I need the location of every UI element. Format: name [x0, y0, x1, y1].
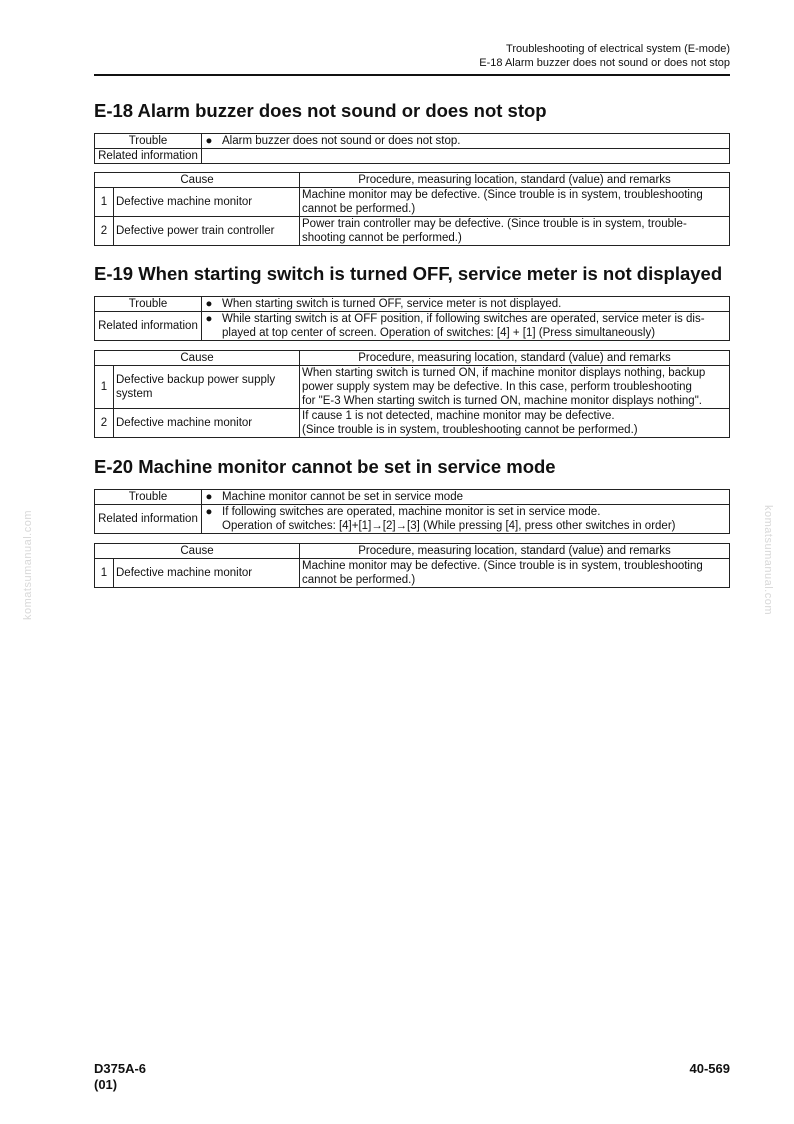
- section-title-e20: E-20 Machine monitor cannot be set in service mode: [94, 456, 556, 477]
- cause-table-e20: [94, 543, 730, 588]
- watermark-right: komatsumanual.com: [762, 505, 774, 615]
- remarks-text: [300, 559, 730, 588]
- bullet-icon: ●: [202, 505, 217, 534]
- cause-number: 2: [95, 409, 114, 438]
- info-table-e20: [94, 489, 730, 534]
- table-row: [95, 409, 730, 438]
- table-row: [95, 366, 730, 409]
- remarks-line: cannot be performed.): [302, 203, 416, 215]
- remarks-line: for "E-3 When starting switch is turned ON, machine monitor displays nothing".: [302, 395, 702, 407]
- related-info-label: Related information: [95, 505, 202, 534]
- bullet-icon: ●: [202, 297, 217, 312]
- related-info-line: While starting switch is at OFF position, if following switches are operated, service meter is dis-: [222, 313, 705, 325]
- related-info-bullet: [202, 149, 217, 164]
- cause-table-e18: [94, 172, 730, 246]
- footer-model: [94, 1061, 146, 1093]
- cause-text: Defective power train controller: [114, 217, 300, 246]
- remarks-text: [300, 366, 730, 409]
- bullet-icon: ●: [202, 312, 217, 341]
- remarks-line: Machine monitor may be defective. (Since trouble is in system, troubleshooting: [302, 189, 703, 201]
- cause-number: 1: [95, 188, 114, 217]
- related-info-text: [216, 149, 730, 164]
- header-rule: [94, 74, 730, 76]
- trouble-text: When starting switch is turned OFF, service meter is not displayed.: [216, 297, 730, 312]
- cause-text: Defective machine monitor: [114, 409, 300, 438]
- cause-number: 1: [95, 366, 114, 409]
- table-row: [95, 217, 730, 246]
- remarks-line: When starting switch is turned ON, if machine monitor displays nothing, backup: [302, 367, 706, 379]
- related-info-text: [216, 505, 730, 534]
- remarks-text: [300, 217, 730, 246]
- table-row: [95, 188, 730, 217]
- revision-number: (01): [94, 1077, 118, 1092]
- remarks-line: shooting cannot be performed.): [302, 232, 462, 244]
- info-table-e19: [94, 296, 730, 341]
- cause-text: Defective machine monitor: [114, 188, 300, 217]
- section-title-e19: E-19 When starting switch is turned OFF, service meter is not displayed: [94, 263, 723, 284]
- running-header-line1: Troubleshooting of electrical system (E-mode): [506, 43, 730, 55]
- section-title-e18: E-18 Alarm buzzer does not sound or does not stop: [94, 100, 547, 121]
- cause-line: system: [116, 388, 153, 400]
- procedure-header: Procedure, measuring location, standard (value) and remarks: [300, 544, 730, 559]
- remarks-text: [300, 188, 730, 217]
- running-header-line2: E-18 Alarm buzzer does not sound or does not stop: [479, 57, 730, 69]
- remarks-line: (Since trouble is in system, troubleshooting cannot be performed.): [302, 424, 638, 436]
- cause-line: Defective backup power supply: [116, 374, 276, 386]
- cause-table-e19: [94, 350, 730, 438]
- remarks-line: If cause 1 is not detected, machine monitor may be defective.: [302, 410, 615, 422]
- related-info-line: played at top center of screen. Operation of switches: [4] + [1] (Press simultaneously): [222, 327, 656, 339]
- running-header: [479, 42, 730, 70]
- related-info-line: Operation of switches: [4]+[1]→[2]→[3] (While pressing [4], press other switches in order): [222, 520, 676, 532]
- cause-header: Cause: [95, 351, 300, 366]
- remarks-line: Power train controller may be defective. (Since trouble is in system, trouble-: [302, 218, 687, 230]
- related-info-text: [216, 312, 730, 341]
- table-row: [95, 559, 730, 588]
- remarks-text: [300, 409, 730, 438]
- bullet-icon: ●: [202, 134, 217, 149]
- trouble-text: Alarm buzzer does not sound or does not stop.: [216, 134, 730, 149]
- cause-header: Cause: [95, 173, 300, 188]
- watermark-left: komatsumanual.com: [22, 510, 34, 620]
- trouble-label: Trouble: [95, 297, 202, 312]
- cause-number: 2: [95, 217, 114, 246]
- cause-number: 1: [95, 559, 114, 588]
- info-table-e18: [94, 133, 730, 164]
- trouble-label: Trouble: [95, 134, 202, 149]
- page-number: 40-569: [689, 1061, 730, 1076]
- related-info-label: Related information: [95, 149, 202, 164]
- procedure-header: Procedure, measuring location, standard (value) and remarks: [300, 351, 730, 366]
- related-info-line: If following switches are operated, machine monitor is set in service mode.: [222, 506, 601, 518]
- cause-text: Defective machine monitor: [114, 559, 300, 588]
- bullet-icon: ●: [202, 490, 217, 505]
- cause-header: Cause: [95, 544, 300, 559]
- remarks-line: cannot be performed.): [302, 574, 416, 586]
- cause-text: [114, 366, 300, 409]
- trouble-label: Trouble: [95, 490, 202, 505]
- trouble-text: Machine monitor cannot be set in service mode: [216, 490, 730, 505]
- remarks-line: Machine monitor may be defective. (Since trouble is in system, troubleshooting: [302, 560, 703, 572]
- related-info-label: Related information: [95, 312, 202, 341]
- remarks-line: power supply system may be defective. In this case, perform troubleshooting: [302, 381, 692, 393]
- model-number: D375A-6: [94, 1061, 147, 1076]
- procedure-header: Procedure, measuring location, standard (value) and remarks: [300, 173, 730, 188]
